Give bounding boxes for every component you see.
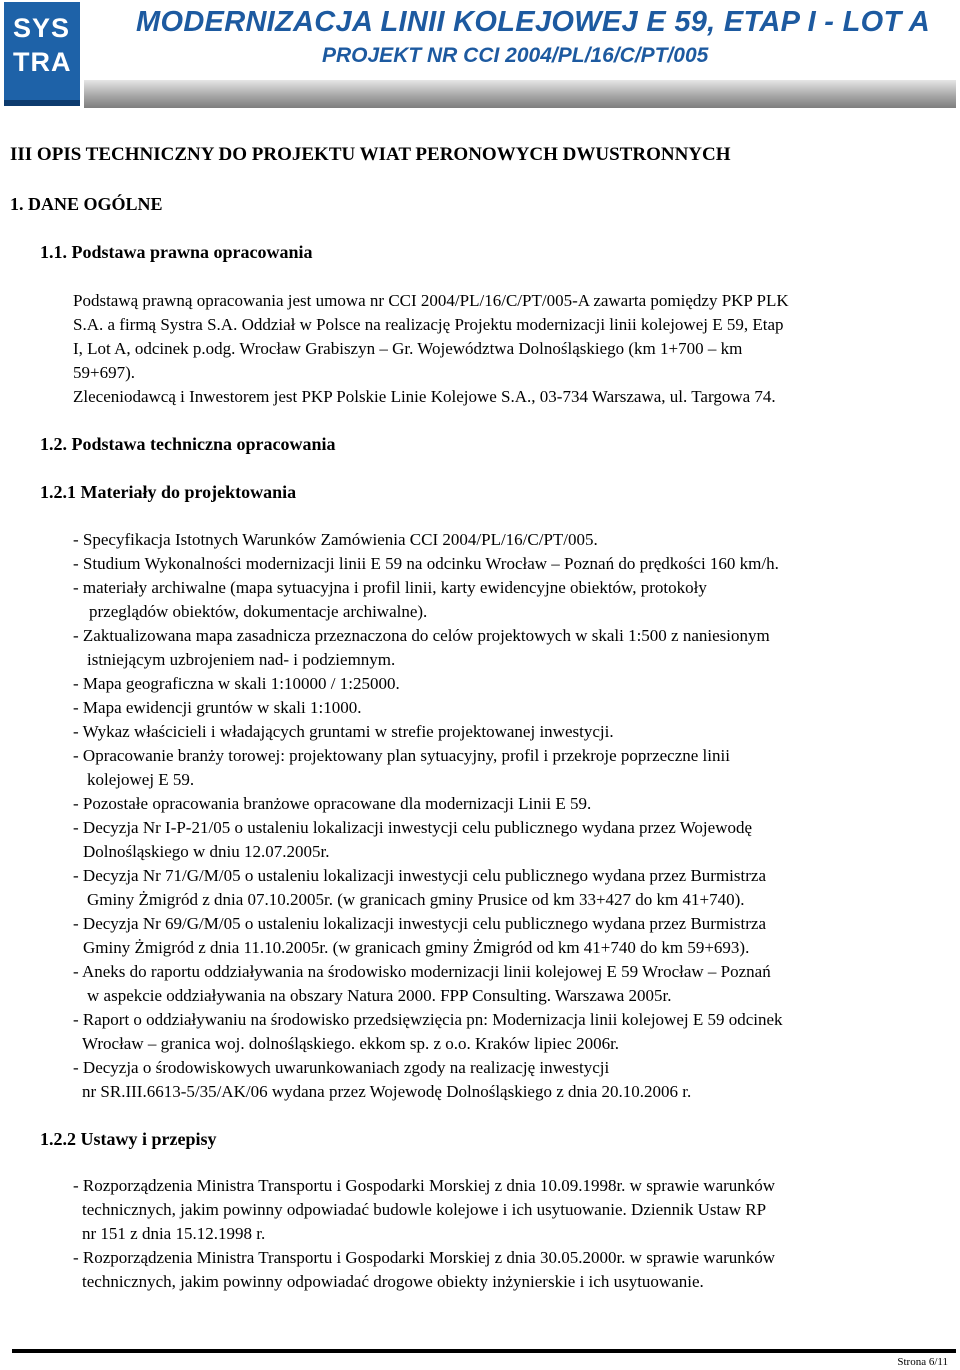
list-item: - Decyzja o środowiskowych uwarunkowaniach zgody na realizację inwestycji bbox=[73, 1058, 610, 1077]
list-item-continuation: nr SR.III.6613-5/35/AK/06 wydana przez Wojewodę Dolnośląskiego z dnia 20.10.2006 r. bbox=[82, 1082, 692, 1101]
page-header bbox=[0, 0, 960, 108]
list-item: - Raport o oddziaływaniu na środowisko przedsięwzięcia pn: Modernizacja linii kolejowej E 59 odcinek bbox=[73, 1010, 783, 1029]
heading-podstawa-prawna: 1.1. Podstawa prawna opracowania bbox=[40, 242, 313, 262]
list-item: - Decyzja Nr I-P-21/05 o ustaleniu lokalizacji inwestycji celu publicznego wydana przez Wojewodę bbox=[73, 818, 753, 837]
page-number: Strona 6/11 bbox=[897, 1356, 948, 1368]
list-item: - Mapa ewidencji gruntów w skali 1:1000. bbox=[73, 698, 362, 717]
section-title: III OPIS TECHNICZNY DO PROJEKTU WIAT PERONOWYCH DWUSTRONNYCH bbox=[10, 144, 731, 165]
list-item: - materiały archiwalne (mapa sytuacyjna i profil linii, karty ewidencyjne obiektów, protokoły bbox=[73, 578, 707, 597]
systra-logo bbox=[4, 2, 80, 106]
list-item-continuation: Dolnośląskiego w dniu 12.07.2005r. bbox=[83, 842, 330, 861]
paragraph-line: Zleceniodawcą i Inwestorem jest PKP Polskie Linie Kolejowe S.A., 03-734 Warszawa, ul. Targowa 74. bbox=[73, 387, 776, 406]
list-item: - Rozporządzenia Ministra Transportu i Gospodarki Morskiej z dnia 30.05.2000r. w sprawie warunków bbox=[73, 1248, 776, 1267]
list-item: - Decyzja Nr 71/G/M/05 o ustaleniu lokalizacji inwestycji celu publicznego wydana przez Burmistrza bbox=[73, 866, 766, 885]
list-item-continuation: w aspekcie oddziaływania na obszary Natura 2000. FPP Consulting. Warszawa 2005r. bbox=[87, 986, 672, 1005]
paragraph-line: 59+697). bbox=[73, 363, 135, 382]
list-item: - Decyzja Nr 69/G/M/05 o ustaleniu lokalizacji inwestycji celu publicznego wydana przez Burmistrza bbox=[73, 914, 766, 933]
header-subtitle: PROJEKT NR CCI 2004/PL/16/C/PT/005 bbox=[322, 44, 709, 67]
list-item-continuation: technicznych, jakim powinny odpowiadać drogowe obiekty inżynierskie i ich usytuowanie. bbox=[82, 1272, 704, 1291]
paragraph-line: I, Lot A, odcinek p.odg. Wrocław Grabiszyn – Gr. Województwa Dolnośląskiego (km 1+700 – km bbox=[73, 339, 743, 358]
logo-bar bbox=[4, 100, 80, 106]
list-item: - Zaktualizowana mapa zasadnicza przeznaczona do celów projektowych w skali 1:500 z naniesionym bbox=[73, 626, 770, 645]
footer-rule bbox=[12, 1349, 956, 1353]
list-item: - Opracowanie branży torowej: projektowany plan sytuacyjny, profil i przekroje poprzeczne linii bbox=[73, 746, 730, 765]
list-item: - Studium Wykonalności modernizacji linii E 59 na odcinku Wrocław – Poznań do prędkości 160 km/h. bbox=[73, 554, 779, 573]
heading-ustawy: 1.2.2 Ustawy i przepisy bbox=[40, 1129, 217, 1149]
list-item-continuation: Gminy Żmigród z dnia 07.10.2005r. (w granicach gminy Prusice od km 33+427 do km 41+740). bbox=[87, 890, 745, 909]
paragraph-line: Podstawą prawną opracowania jest umowa nr CCI 2004/PL/16/C/PT/005-A zawarta pomiędzy PKP PLK bbox=[73, 291, 789, 310]
list-item: - Wykaz właścicieli i władających gruntami w strefie projektowanej inwestycji. bbox=[73, 722, 614, 741]
logo-text-top: SYS bbox=[13, 13, 71, 43]
list-item: - Mapa geograficzna w skali 1:10000 / 1:25000. bbox=[73, 674, 400, 693]
list-item-continuation: Gminy Żmigród z dnia 11.10.2005r. (w granicach gminy Żmigród od km 41+740 do km 59+693). bbox=[83, 938, 750, 957]
list-item-continuation: przeglądów obiektów, dokumentacje archiwalne). bbox=[89, 602, 428, 621]
list-item: - Aneks do raportu oddziaływania na środowisko modernizacji linii kolejowej E 59 Wrocław – Poznań bbox=[73, 962, 771, 981]
heading-materialy: 1.2.1 Materiały do projektowania bbox=[40, 482, 297, 502]
list-item-continuation: Wrocław – granica woj. dolnośląskiego. ekkom sp. z o.o. Kraków lipiec 2006r. bbox=[82, 1034, 620, 1053]
list-item: - Pozostałe opracowania branżowe opracowane dla modernizacji Linii E 59. bbox=[73, 794, 592, 813]
paragraph-line: S.A. a firmą Systra S.A. Oddział w Polsce na realizację Projektu modernizacji linii kolejowej E 59, Etap bbox=[73, 315, 784, 334]
list-item: - Specyfikacja Istotnych Warunków Zamówienia CCI 2004/PL/16/C/PT/005. bbox=[73, 530, 598, 549]
list-item: - Rozporządzenia Ministra Transportu i Gospodarki Morskiej z dnia 10.09.1998r. w sprawie warunków bbox=[73, 1176, 776, 1195]
heading-dane-ogolne: 1. DANE OGÓLNE bbox=[10, 194, 163, 214]
list-item-continuation: technicznych, jakim powinny odpowiadać budowle kolejowe i ich usytuowanie. Dziennik Ustaw RP bbox=[82, 1200, 767, 1219]
list-item-continuation: kolejowej E 59. bbox=[87, 770, 195, 789]
list-item-continuation: nr 151 z dnia 15.12.1998 r. bbox=[82, 1224, 266, 1243]
header-title: MODERNIZACJA LINII KOLEJOWEJ E 59, ETAP I - LOT A bbox=[136, 6, 931, 38]
heading-podstawa-techniczna: 1.2. Podstawa techniczna opracowania bbox=[40, 434, 336, 454]
header-band bbox=[84, 80, 956, 108]
list-item-continuation: istniejącym uzbrojeniem nad- i podziemnym. bbox=[87, 650, 396, 669]
logo-text-bottom: TRA bbox=[13, 47, 72, 77]
